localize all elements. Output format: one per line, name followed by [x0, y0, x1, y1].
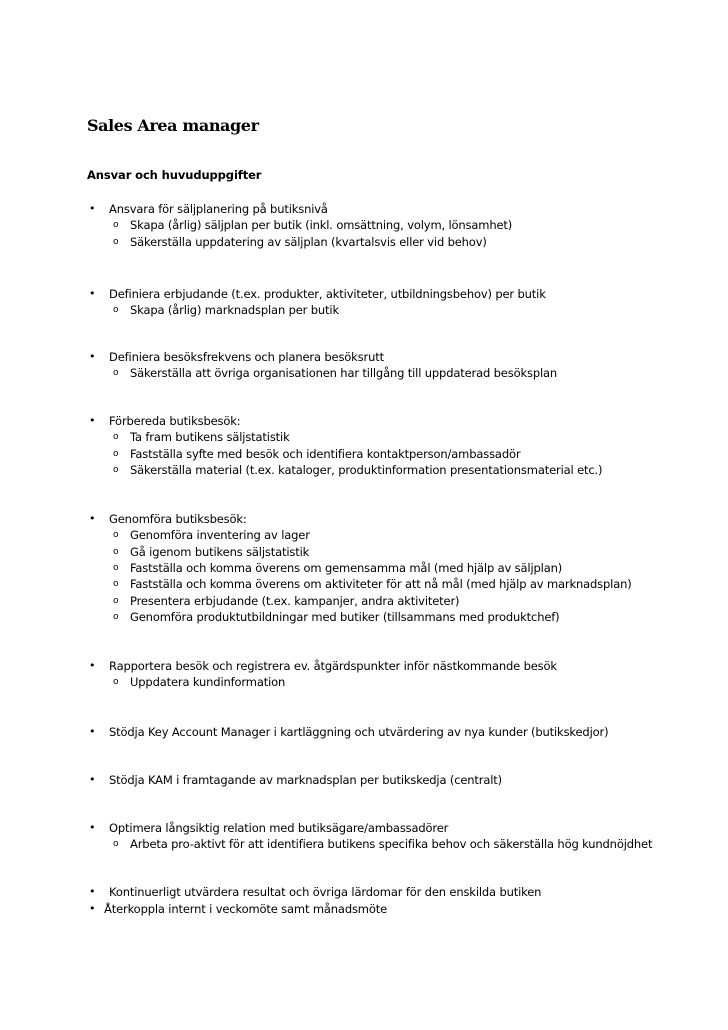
bullet-icon: •	[89, 512, 96, 525]
list-item: Definiera erbjudande (t.ex. produkter, aktiviteter, utbildningsbehov) per butik	[109, 287, 546, 301]
sub-bullet-icon: o	[113, 677, 119, 688]
list-item: Förbereda butiksbesök:	[109, 414, 241, 428]
list-subitem: Säkerställa material (t.ex. kataloger, produktinformation presentationsmaterial etc.)	[130, 462, 603, 477]
bullet-icon: •	[89, 773, 96, 786]
list-subitem: Fastställa syfte med besök och identifiera kontaktperson/ambassadör	[130, 446, 521, 461]
list-subitem: Uppdatera kundinformation	[130, 675, 286, 690]
sub-bullet-icon: o	[113, 220, 119, 231]
list-item: Rapportera besök och registrera ev. åtgärdspunkter inför nästkommande besök	[109, 659, 557, 673]
list-subitem: Genomföra inventering av lager	[130, 528, 310, 543]
bullet-icon: •	[89, 414, 96, 427]
sub-bullet-icon: o	[113, 562, 119, 573]
sub-bullet-icon: o	[113, 579, 119, 590]
list-item: Stödja KAM i framtagande av marknadsplan per butikskedja (centralt)	[109, 773, 503, 787]
bullet-icon: •	[89, 885, 96, 898]
list-subitem: Presentera erbjudande (t.ex. kampanjer, andra aktiviteter)	[130, 593, 460, 608]
list-item: Genomföra butiksbesök:	[109, 512, 247, 526]
sub-bullet-icon: o	[113, 611, 119, 622]
sub-bullet-icon: o	[113, 595, 119, 606]
bullet-icon: •	[89, 902, 96, 915]
sub-bullet-icon: o	[113, 448, 119, 459]
list-subitem: Gå igenom butikens säljstatistik	[130, 544, 310, 559]
sub-bullet-icon: o	[113, 530, 119, 541]
bullet-icon: •	[89, 202, 96, 215]
sub-bullet-icon: o	[113, 305, 119, 316]
bullet-icon: •	[89, 821, 96, 834]
bullet-icon: •	[89, 287, 96, 300]
list-subitem: Säkerställa att övriga organisationen har tillgång till uppdaterad besöksplan	[130, 366, 558, 381]
list-subitem: Arbeta pro-aktivt för att identifiera butikens specifika behov och säkerställa hög kundnöjdhet	[130, 837, 653, 852]
bullet-icon: •	[89, 725, 96, 738]
list-subitem: Skapa (årlig) marknadsplan per butik	[130, 303, 339, 318]
sub-bullet-icon: o	[113, 432, 119, 443]
sub-bullet-icon: o	[113, 368, 119, 379]
list-subitem: Ta fram butikens säljstatistik	[130, 430, 290, 445]
list-item: Ansvara för säljplanering på butiksnivå	[109, 202, 328, 216]
list-subitem: Genomföra produktutbildningar med butiker (tillsammans med produktchef)	[130, 609, 560, 624]
bullet-icon: •	[89, 659, 96, 672]
list-subitem: Fastställa och komma överens om gemensamma mål (med hjälp av säljplan)	[130, 560, 563, 575]
list-item: Kontinuerligt utvärdera resultat och övriga lärdomar för den enskilda butiken	[109, 885, 542, 899]
sub-bullet-icon: o	[113, 839, 119, 850]
list-subitem: Skapa (årlig) säljplan per butik (inkl. omsättning, volym, lönsamhet)	[130, 218, 513, 233]
list-item: Stödja Key Account Manager i kartläggning och utvärdering av nya kunder (butikskedjor)	[109, 725, 609, 739]
sub-bullet-icon: o	[113, 236, 119, 247]
list-subitem: Säkerställa uppdatering av säljplan (kvartalsvis eller vid behov)	[130, 234, 487, 249]
list-item: Definiera besöksfrekvens och planera besöksrutt	[109, 350, 384, 364]
section-heading: Ansvar och huvuduppgifter	[87, 168, 262, 182]
list-item: Återkoppla internt i veckomöte samt månadsmöte	[104, 902, 388, 916]
document-title: Sales Area manager	[87, 116, 259, 135]
bullet-icon: •	[89, 350, 96, 363]
list-subitem: Fastställa och komma överens om aktiviteter för att nå mål (med hjälp av marknadsplan)	[130, 577, 632, 592]
list-item: Optimera långsiktig relation med butiksägare/ambassadörer	[109, 821, 449, 835]
sub-bullet-icon: o	[113, 546, 119, 557]
sub-bullet-icon: o	[113, 464, 119, 475]
